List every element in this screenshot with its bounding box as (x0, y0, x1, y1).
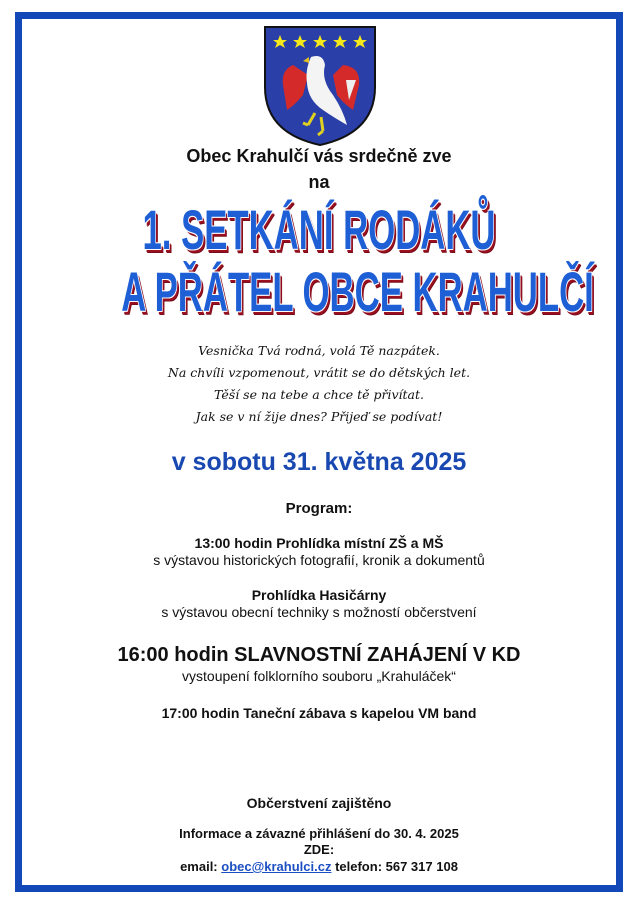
event-title-line2: A PŘÁTEL OBCE KRAHULČÍ (121, 260, 594, 323)
program-item-title: 16:00 hodin SLAVNOSTNÍ ZAHÁJENÍ V KD (117, 644, 521, 666)
poem-line: Vesnička Tvá rodná, volá Tě nazpátek. (198, 343, 440, 358)
email-label: email: (180, 859, 222, 874)
coat-of-arms-logo (263, 25, 377, 147)
poem (0, 340, 638, 428)
email-link[interactable]: obec@krahulci.cz (221, 859, 332, 874)
invitation-na: na (308, 172, 330, 192)
program-item-title: 13:00 hodin Prohlídka místní ZŠ a MŠ (194, 535, 444, 551)
registration-zde: ZDE: (303, 842, 335, 857)
invitation-text: Obec Krahulčí vás srdečně zve (186, 146, 452, 166)
refreshment-note: Občerstvení zajištěno (246, 795, 392, 811)
phone-text: telefon: 567 317 108 (331, 859, 458, 874)
program-item-title: 17:00 hodin Taneční zábava s kapelou VM band (161, 705, 477, 721)
contact-line (0, 859, 638, 874)
poem-line: Těší se na tebe a chce tě přivítat. (214, 387, 424, 402)
poem-line: Jak se v ní žije dnes? Přijeď se podívat! (195, 409, 443, 424)
event-date: v sobotu 31. května 2025 (171, 448, 467, 476)
program-item-title: Prohlídka Hasičárny (251, 587, 387, 603)
program-item-sub: vystoupení folklorního souboru „Krahuláček“ (182, 668, 456, 684)
program-item-sub: s výstavou historických fotografií, kronik a dokumentů (153, 552, 485, 568)
poem-line: Na chvíli vzpomenout, vrátit se do dětských let. (167, 365, 471, 380)
program-item-sub: s výstavou obecní techniky s možností občerstvení (161, 604, 477, 620)
program-heading: Program: (285, 500, 353, 517)
registration-info: Informace a závazné přihlášení do 30. 4. 2025 (179, 826, 459, 841)
event-title-line1: 1. SETKÁNÍ RODÁKŮ (142, 198, 496, 261)
